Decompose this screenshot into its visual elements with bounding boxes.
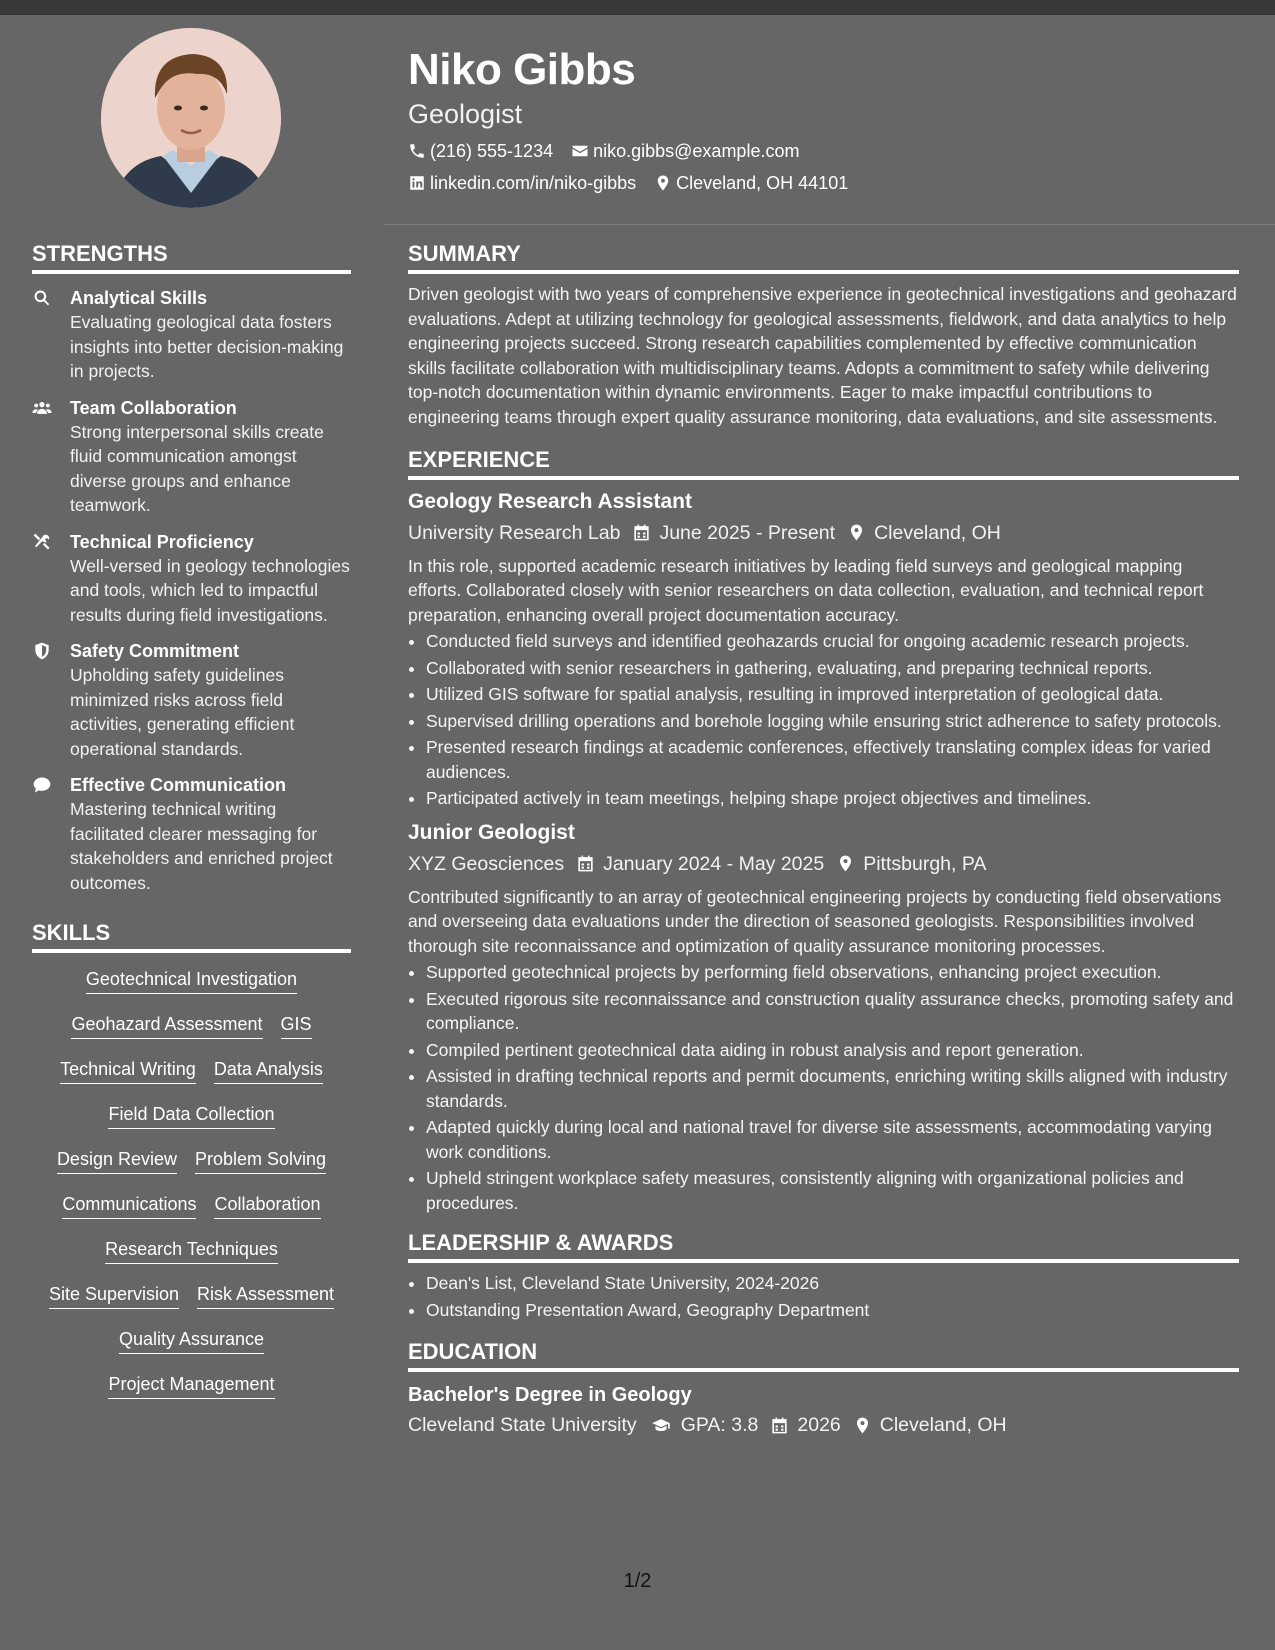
skill-tag: Geohazard Assessment (71, 1012, 262, 1039)
degree-title: Bachelor's Degree in Geology (408, 1384, 692, 1407)
skill-tag: Design Review (57, 1147, 177, 1174)
strength-desc: Mastering technical writing facilitated clearer messaging for stakeholders and enriched project outcomes. (70, 799, 333, 893)
skill-tag: Problem Solving (195, 1147, 326, 1174)
strength-desc: Evaluating geological data fosters insights into better decision-making in projects. (70, 312, 344, 381)
tools-icon (32, 532, 52, 552)
strength-title: Safety Commitment (70, 641, 240, 661)
strengths-heading: STRENGTHS (32, 240, 351, 274)
candidate-title: Geologist (408, 99, 523, 129)
skill-tag: Project Management (108, 1372, 274, 1399)
users-icon (32, 398, 52, 418)
skill-tag: Communications (62, 1192, 196, 1219)
strength-item (32, 396, 351, 518)
map-pin-icon (836, 854, 855, 873)
education-meta (408, 1412, 1239, 1438)
right-column (408, 240, 1239, 1438)
school-location: Cleveland, OH (879, 1414, 1007, 1437)
strength-item (32, 286, 351, 384)
skill-tag: Site Supervision (49, 1282, 179, 1309)
list-item: • Supervised drilling operations and borehole logging while ensuring strict adherence to safety protocols. (426, 709, 1239, 734)
location-text: Cleveland, OH 44101 (676, 173, 849, 193)
strength-title: Team Collaboration (70, 397, 237, 418)
education-heading: EDUCATION (408, 1338, 1239, 1372)
skill-tag: Quality Assurance (119, 1327, 264, 1354)
school-name: Cleveland State University (408, 1414, 637, 1437)
page-indicator: 1/2 (623, 1570, 652, 1592)
map-pin-icon (654, 174, 672, 192)
skill-tag: Field Data Collection (108, 1102, 274, 1129)
left-column (32, 240, 351, 1417)
job-location: Pittsburgh, PA (863, 852, 987, 875)
job-entry (408, 488, 1239, 811)
list-item: • Supported geotechnical projects by performing field observations, enhancing project execution. (426, 960, 1239, 985)
linkedin-url: linkedin.com/in/niko-gibbs (430, 173, 637, 193)
map-pin-icon (847, 523, 866, 542)
skills-heading: SKILLS (32, 919, 351, 953)
skill-tag: Research Techniques (105, 1237, 278, 1264)
job-company: University Research Lab (408, 521, 621, 544)
strength-desc: Strong interpersonal skills create fluid communication amongst diverse groups and enhance teamwork. (70, 421, 324, 515)
calendar-icon (632, 523, 651, 542)
list-item: • Presented research findings at academic conferences, effectively translating complex ideas for varied audiences. (426, 735, 1239, 784)
location-contact (654, 172, 848, 194)
header-divider (383, 224, 1275, 225)
envelope-icon (571, 142, 589, 160)
search-icon (32, 288, 52, 308)
job-bullets (408, 629, 1239, 811)
awards-list (408, 1271, 1239, 1322)
phone-icon (408, 142, 426, 160)
strength-item (32, 639, 351, 761)
candidate-name: Niko Gibbs (408, 45, 636, 94)
job-description: In this role, supported academic research initiatives by leading field surveys and geological mapping efforts. Collaborated closely with senior researchers on data collection, evaluation, and technical report preparation, enhancing overall project documentation accuracy. (408, 555, 1204, 625)
shield-icon (32, 641, 52, 661)
skill-tag: Technical Writing (60, 1057, 196, 1084)
map-pin-icon (853, 1416, 872, 1435)
awards-heading: LEADERSHIP & AWARDS (408, 1229, 1239, 1263)
job-company: XYZ Geosciences (408, 852, 565, 875)
list-item: • Participated actively in team meetings, helping shape project objectives and timelines. (426, 786, 1239, 811)
top-bar (0, 0, 1275, 15)
strength-title: Effective Communication (70, 775, 287, 795)
contact-row-1 (408, 140, 1238, 162)
graduation-year: 2026 (797, 1414, 841, 1437)
email-contact[interactable] (571, 140, 799, 162)
list-item: • Adapted quickly during local and national travel for diverse site assessments, accommodating varying work conditions. (426, 1115, 1239, 1164)
list-item: • Compiled pertinent geotechnical data aiding in robust analysis and report generation. (426, 1038, 1239, 1063)
graduation-cap-icon (649, 1416, 673, 1435)
job-location: Cleveland, OH (874, 521, 1001, 544)
email-address: niko.gibbs@example.com (593, 141, 800, 161)
job-description: Contributed significantly to an array of geotechnical engineering projects by conducting field observations and overseeing data evaluations under the direction of seasoned geologists. Responsibilities involved thorough site reconnaissance and optimization of quality assurance monitoring processes. (408, 886, 1222, 956)
comment-icon (32, 775, 52, 795)
list-item: • Utilized GIS software for spatial analysis, resulting in improved interpretation of geological data. (426, 682, 1239, 707)
job-dates: June 2025 - Present (659, 521, 836, 544)
job-entry (408, 819, 1239, 1216)
contact-row-2 (408, 172, 1238, 194)
summary-heading: SUMMARY (408, 240, 1239, 274)
summary-text: Driven geologist with two years of comprehensive experience in geotechnical investigations and geohazard evaluations. Adept at utilizing technology for geological assessments, fieldwork, and data analytics to help engineering projects succeed. Strong research capabilities complemented by effective communication skills facilitate collaboration with multidisciplinary teams. Adopts a commitment to safety while delivering top-notch documentation within dynamic environments. Eager to make impactful contributions to engineering teams through expert quality assurance monitoring, data evaluations, and site assessments. (408, 284, 1237, 427)
list-item: • Upheld stringent workplace safety measures, consistently aligning with organizational policies and procedures. (426, 1166, 1239, 1215)
skill-tag: Risk Assessment (197, 1282, 334, 1309)
gpa: GPA: 3.8 (680, 1414, 759, 1437)
strength-title: Technical Proficiency (70, 531, 254, 552)
list-item: • Assisted in drafting technical reports and permit documents, enriching writing skills aligned with industry standards. (426, 1064, 1239, 1113)
strength-desc: Upholding safety guidelines minimized risks across field activities, generating efficient operational standards. (70, 665, 295, 759)
list-item: • Collaborated with senior researchers in gathering, evaluating, and preparing technical reports. (426, 656, 1239, 681)
job-title: Junior Geologist (408, 820, 575, 844)
job-title: Geology Research Assistant (408, 489, 692, 513)
strength-item (32, 530, 351, 628)
skill-tag: Data Analysis (214, 1057, 323, 1084)
job-bullets (408, 960, 1239, 1215)
list-item: • Outstanding Presentation Award, Geography Department (426, 1298, 1239, 1323)
list-item: • Executed rigorous site reconnaissance and construction quality assurance checks, promoting safety and compliance. (426, 987, 1239, 1036)
phone-number: (216) 555-1234 (430, 141, 554, 161)
calendar-icon (576, 854, 595, 873)
profile-photo (101, 28, 281, 208)
job-meta (408, 851, 1239, 877)
resume-header (408, 42, 1238, 194)
job-meta (408, 520, 1239, 546)
linkedin-icon (408, 174, 426, 192)
job-dates: January 2024 - May 2025 (603, 852, 825, 875)
skill-tag: Collaboration (214, 1192, 320, 1219)
strength-desc: Well-versed in geology technologies and tools, which led to impactful results during field investigations. (70, 555, 350, 625)
strength-title: Analytical Skills (70, 288, 208, 308)
skill-tag: GIS (281, 1012, 312, 1039)
skill-tag: Geotechnical Investigation (86, 967, 297, 994)
strength-item (32, 773, 351, 895)
list-item: • Dean's List, Cleveland State University, 2024-2026 (426, 1271, 1239, 1296)
calendar-icon (770, 1416, 789, 1435)
skills-list (32, 967, 351, 1417)
list-item: • Conducted field surveys and identified geohazards crucial for ongoing academic research projects. (426, 629, 1239, 654)
linkedin-contact[interactable] (408, 172, 636, 194)
phone-contact[interactable] (408, 140, 553, 162)
experience-heading: EXPERIENCE (408, 446, 1239, 480)
